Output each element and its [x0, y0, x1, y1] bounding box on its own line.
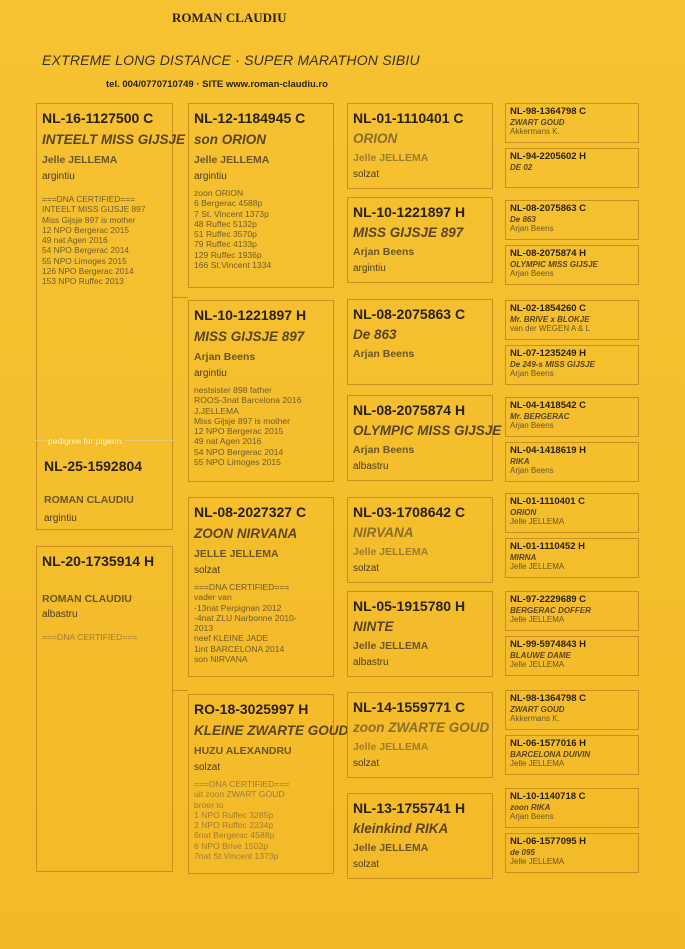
pigeon-color: solzat [353, 563, 380, 574]
pigeon-notes: nestsister 898 father ROOS-3nat Barcelona 2016 J.JELLEMA Miss Gijsje 897 is mother 12 NPO Bergerac 2015 49 nat Agen 2016 54 NPO Bergerac 2014 55 NPO Limoges 2015 [194, 385, 302, 468]
subject-owner-color: argintiu [44, 513, 77, 524]
breeder-name: Arjan Beens [353, 444, 415, 456]
pigeon-notes: ===DNA CERTIFIED=== uit zoon ZWART GOUD broer to 1 NPO Ruffec 3285p 2 NPO Ruffec 2234p 6nat Bergerac 4588p 6 NPO Brive 1502p 7nat St.Vincent 1373p [194, 779, 290, 862]
pigeon-name: BLAUWE DAME [510, 651, 571, 660]
great-grandparent-card [505, 538, 639, 578]
parent-card [188, 103, 334, 288]
pigeon-name: De 249-s MISS GIJSJE [510, 360, 595, 369]
ring-number: NL-98-1364798 C [510, 693, 587, 704]
breeder-name: Arjan Beens [194, 351, 256, 363]
pigeon-name: De 863 [510, 215, 536, 224]
pedigree-label: pedigree for pigeon: [48, 436, 124, 446]
pigeon-name: Mr. BERGERAC [510, 412, 570, 421]
pigeon-color: solzat [353, 758, 380, 769]
pigeon-color: albastru [353, 461, 389, 472]
breeder-name: Arjan Beens [510, 269, 554, 278]
ring-number: NL-98-1364798 C [510, 106, 587, 117]
grandparent-card [347, 197, 493, 283]
pigeon-name: zoon RIKA [510, 803, 551, 812]
pigeon-name: DE 02 [510, 163, 533, 172]
pigeon-name: ZOON NIRVANA [194, 526, 298, 541]
great-grandparent-card [505, 833, 639, 873]
pigeon-color: argintiu [194, 171, 227, 182]
pigeon-notes: zoon ORION 6 Bergerac 4588p 7 St. Vincent 1373p 48 Ruffec 5132p 51 Ruffec 3570p 79 Ruffec 4133p 129 Ruffec 1936p 166 St.Vincent 1334 [194, 188, 272, 271]
grandparent-card [347, 692, 493, 778]
pigeon-name: NINTE [353, 619, 394, 634]
breeder-name: JELLE JELLEMA [194, 548, 279, 560]
breeder-name: Jelle JELLEMA [510, 615, 565, 624]
grandparent-card [347, 299, 493, 385]
ring-number: NL-08-2075863 C [510, 203, 587, 214]
pigeon-name: ZWART GOUD [510, 705, 565, 714]
breeder-name: Jelle JELLEMA [510, 517, 565, 526]
breeder-name: Jelle JELLEMA [353, 152, 429, 164]
pigeon-color: albastru [353, 657, 389, 668]
pigeon-color: solzat [194, 565, 221, 576]
owner-name: ROMAN CLAUDIU [42, 593, 132, 605]
great-grandparent-card [505, 788, 639, 828]
pigeon-color: solzat [353, 169, 380, 180]
pigeon-name: son ORION [194, 132, 267, 147]
ring-number: NL-06-1577095 H [510, 836, 587, 847]
great-grandparent-card [505, 735, 639, 775]
pigeon-notes: ===DNA CERTIFIED=== [42, 632, 138, 642]
grandparent-card [347, 793, 493, 879]
breeder-name: Jelle JELLEMA [510, 562, 565, 571]
pigeon-color: argintiu [194, 368, 227, 379]
ring-number: NL-12-1184945 C [194, 110, 306, 126]
ring-number: NL-01-1110401 C [353, 110, 464, 126]
pigeon-name: Mr. BRIVE x BLOKJE [510, 315, 590, 324]
great-grandparent-card [505, 103, 639, 143]
breeder-name: Jelle JELLEMA [42, 154, 118, 166]
pigeon-color: argintiu [42, 171, 75, 182]
pigeon-color: argintiu [353, 263, 386, 274]
breeder-name: HUZU ALEXANDRU [194, 745, 292, 757]
great-grandparent-card [505, 148, 639, 188]
parent-card [188, 300, 334, 482]
great-grandparent-card [505, 300, 639, 340]
grandparent-card [347, 591, 493, 677]
ring-number: NL-08-2027327 C [194, 504, 307, 520]
pigeon-name: de 095 [510, 848, 535, 857]
subject-owner: ROMAN CLAUDIU [44, 494, 134, 506]
ring-number: NL-01-1110452 H [510, 541, 585, 552]
ring-number: NL-14-1559771 C [353, 699, 466, 715]
pedigree-ring: NL-25-1592804 [44, 458, 143, 474]
pigeon-color: albastru [42, 609, 78, 620]
great-grandparent-card [505, 636, 639, 676]
ring-number: NL-08-2075874 H [510, 248, 587, 259]
great-grandparent-card [505, 245, 639, 285]
pigeon-name: MISS GIJSJE 897 [194, 329, 305, 344]
breeder-name: Arjan Beens [510, 369, 554, 378]
ring-number: NL-16-1127500 C [42, 110, 154, 126]
ring-number: RO-18-3025997 H [194, 701, 309, 717]
owner-title: ROMAN CLAUDIU [172, 10, 287, 25]
ring-number: NL-94-2205602 H [510, 151, 587, 162]
great-grandparent-card [505, 200, 639, 240]
pigeon-name: OLYMPIC MISS GIJSJE [353, 423, 502, 438]
parent-card [188, 497, 334, 677]
grandparent-card [347, 395, 502, 481]
ring-number: NL-08-2075863 C [353, 306, 466, 322]
pigeon-name: MIRNA [510, 553, 537, 562]
pigeon-name: NIRVANA [353, 525, 414, 540]
pigeon-name: De 863 [353, 327, 397, 342]
pigeon-name: ZWART GOUD [510, 118, 565, 127]
great-grandparent-card [505, 345, 639, 385]
great-grandparent-card [505, 442, 639, 482]
pigeon-name: ORION [510, 508, 537, 517]
ring-number: NL-10-1140718 C [510, 791, 586, 802]
ring-number: NL-99-5974843 H [510, 639, 587, 650]
ring-number: NL-01-1110401 C [510, 496, 585, 507]
ring-number: NL-07-1235249 H [510, 348, 587, 359]
breeder-name: Arjan Beens [353, 246, 415, 258]
breeder-name: Jelle JELLEMA [510, 857, 565, 866]
breeder-name: Jelle JELLEMA [353, 640, 429, 652]
ring-number: NL-20-1735914 H [42, 553, 155, 569]
breeder-name: Akkermans K. [510, 127, 560, 136]
breeder-name: Jelle JELLEMA [194, 154, 270, 166]
pigeon-name: OLYMPIC MISS GIJSJE [510, 260, 598, 269]
dam-card [36, 546, 173, 872]
parent-card [188, 694, 349, 874]
pigeon-name: KLEINE ZWARTE GOUD [194, 723, 349, 738]
contact-line: tel. 004/0770710749 · SITE www.roman-claudiu.ro [106, 79, 328, 90]
breeder-name: Akkermans K. [510, 714, 560, 723]
ring-number: NL-04-1418619 H [510, 445, 587, 456]
ring-number: NL-10-1221897 H [194, 307, 307, 323]
great-grandparent-card [505, 397, 639, 437]
breeder-name: van der WEGEN A & L [510, 324, 591, 333]
pigeon-name: BARCELONA DUIVIN [510, 750, 591, 759]
ring-number: NL-02-1854260 C [510, 303, 587, 314]
pigeon-color: solzat [353, 859, 380, 870]
breeder-name: Jelle JELLEMA [510, 660, 565, 669]
breeder-name: Arjan Beens [510, 812, 554, 821]
pigeon-name: INTEELT MISS GIJSJE [42, 132, 186, 147]
grandparent-card [347, 103, 493, 189]
breeder-name: Arjan Beens [353, 348, 415, 360]
ring-number: NL-05-1915780 H [353, 598, 466, 614]
great-grandparent-card [505, 591, 639, 631]
pigeon-name: ORION [353, 131, 398, 146]
connector-line [173, 690, 188, 691]
breeder-name: Arjan Beens [510, 421, 554, 430]
breeder-name: Jelle JELLEMA [353, 546, 429, 558]
breeder-name: Arjan Beens [510, 224, 554, 233]
ring-number: NL-10-1221897 H [353, 204, 466, 220]
ring-number: NL-97-2229689 C [510, 594, 587, 605]
great-grandparent-card [505, 690, 639, 730]
pigeon-name: MISS GIJSJE 897 [353, 225, 464, 240]
pigeon-name: zoon ZWARTE GOUD [353, 720, 490, 735]
ring-number: NL-08-2075874 H [353, 402, 466, 418]
ring-number: NL-13-1755741 H [353, 800, 466, 816]
great-grandparent-card [505, 493, 639, 533]
pigeon-notes: ===DNA CERTIFIED=== INTEELT MISS GIJSJE 897 Miss Gijsje 897 is mother 12 NPO Bergerac 2015 49 nat Agen 2016 54 NPO Bergerac 2014 55 NPO Limoges 2015 126 NPO Bergerac 2014 153 NPO Ruffec 2013 [42, 194, 146, 287]
page-subtitle: EXTREME LONG DISTANCE · SUPER MARATHON SIBIU [42, 52, 420, 68]
connector-line [173, 297, 188, 298]
breeder-name: Jelle JELLEMA [510, 759, 565, 768]
breeder-name: Jelle JELLEMA [353, 842, 429, 854]
pigeon-name: BERGERAC DOFFER [510, 606, 591, 615]
grandparent-card [347, 497, 493, 583]
breeder-name: Arjan Beens [510, 466, 554, 475]
ring-number: NL-04-1418542 C [510, 400, 587, 411]
ring-number: NL-03-1708642 C [353, 504, 466, 520]
pigeon-name: RIKA [510, 457, 530, 466]
pigeon-name: kleinkind RIKA [353, 821, 449, 836]
breeder-name: Jelle JELLEMA [353, 741, 429, 753]
pigeon-color: solzat [194, 762, 221, 773]
ring-number: NL-06-1577016 H [510, 738, 587, 749]
pigeon-notes: ===DNA CERTIFIED=== vader van -13nat Perpignan 2012 -4nat ZLU Narbonne 2010- 2013 neef KLEINE JADE 1int BARCELONA 2014 son NIRVANA [194, 582, 297, 665]
